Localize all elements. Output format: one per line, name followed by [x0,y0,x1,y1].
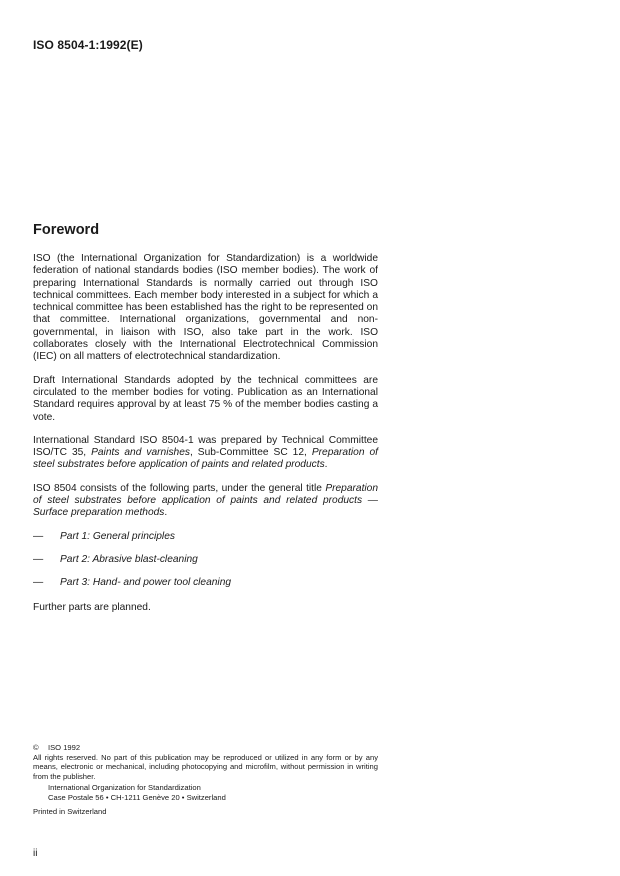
copyright-block [33,743,378,816]
text-segment: . [324,459,328,471]
list-dash: — [33,577,44,589]
copyright-line [33,743,378,753]
copyright-icon: © [33,743,39,752]
paragraph-draft-standards: Draft International Standards adopted by the technical committees are circulated to the member bodies for voting. Publication as an International Standard requires approval by at least 75 % of the member bodies casting a vote. [33,374,378,423]
part-label: Part 1: General principles [60,530,175,542]
document-id-header: ISO 8504-1:1992(E) [33,38,143,52]
printed-in: Printed in Switzerland [33,806,107,816]
part-label: Part 3: Hand- and power tool cleaning [60,577,232,589]
text-segment: , Sub-Committee SC 12, [189,447,312,459]
list-item [33,577,378,589]
text-segment: . [164,507,168,519]
paragraph-parts-intro [33,483,378,520]
parts-list [33,531,378,590]
list-item [33,554,378,566]
subcommittee-name: Preparation of steel substrates before application of paints and related products [33,447,378,471]
page-number: ii [33,848,38,859]
rights-reserved-text: All rights reserved. No part of this publication may be reproduced or utilized in any form or by any means, electronic or mechanical, including photocopying and microfilm, without permission in writing from the publisher. [33,752,378,781]
committee-name: Paints and varnishes [91,447,190,459]
paragraph-further-parts: Further parts are planned. [33,601,151,613]
text-segment: International Standard ISO 8504-1 was prepared by Technical Committee ISO/TC 35, [33,434,378,459]
postal-address: Case Postale 56 • CH-1211 Genève 20 • Switzerland [48,792,226,802]
paragraph-iso-intro: ISO (the International Organization for Standardization) is a worldwide federation of national standards bodies (ISO member bodies). The work of preparing International Standards is normally carried out through ISO technical committees. Each member body interested in a subject for which a technical committee has been established has the right to be represented on that committee. International organizations, governmental and non-governmental, in liaison with ISO, also take part in the work. ISO collaborates closely with the International Electrotechnical Commission (IEC) on all matters of electrotechnical standardization. [33,253,378,363]
list-item [33,531,378,543]
copyright-notice: ISO 1992 [48,743,81,752]
paragraph-prepared-by [33,435,378,472]
foreword-body [33,253,378,625]
list-dash: — [33,530,44,542]
general-title: Preparation of steel substrates before application of paints and related products — Surface preparation methods [33,482,378,519]
text-segment: ISO 8504 consists of the following parts, under the general title [33,482,326,494]
publisher-address [48,783,378,802]
part-label: Part 2: Abrasive blast-cleaning [60,553,198,565]
organization-name: International Organization for Standardization [48,783,201,793]
foreword-title: Foreword [33,222,100,238]
list-dash: — [33,553,44,565]
